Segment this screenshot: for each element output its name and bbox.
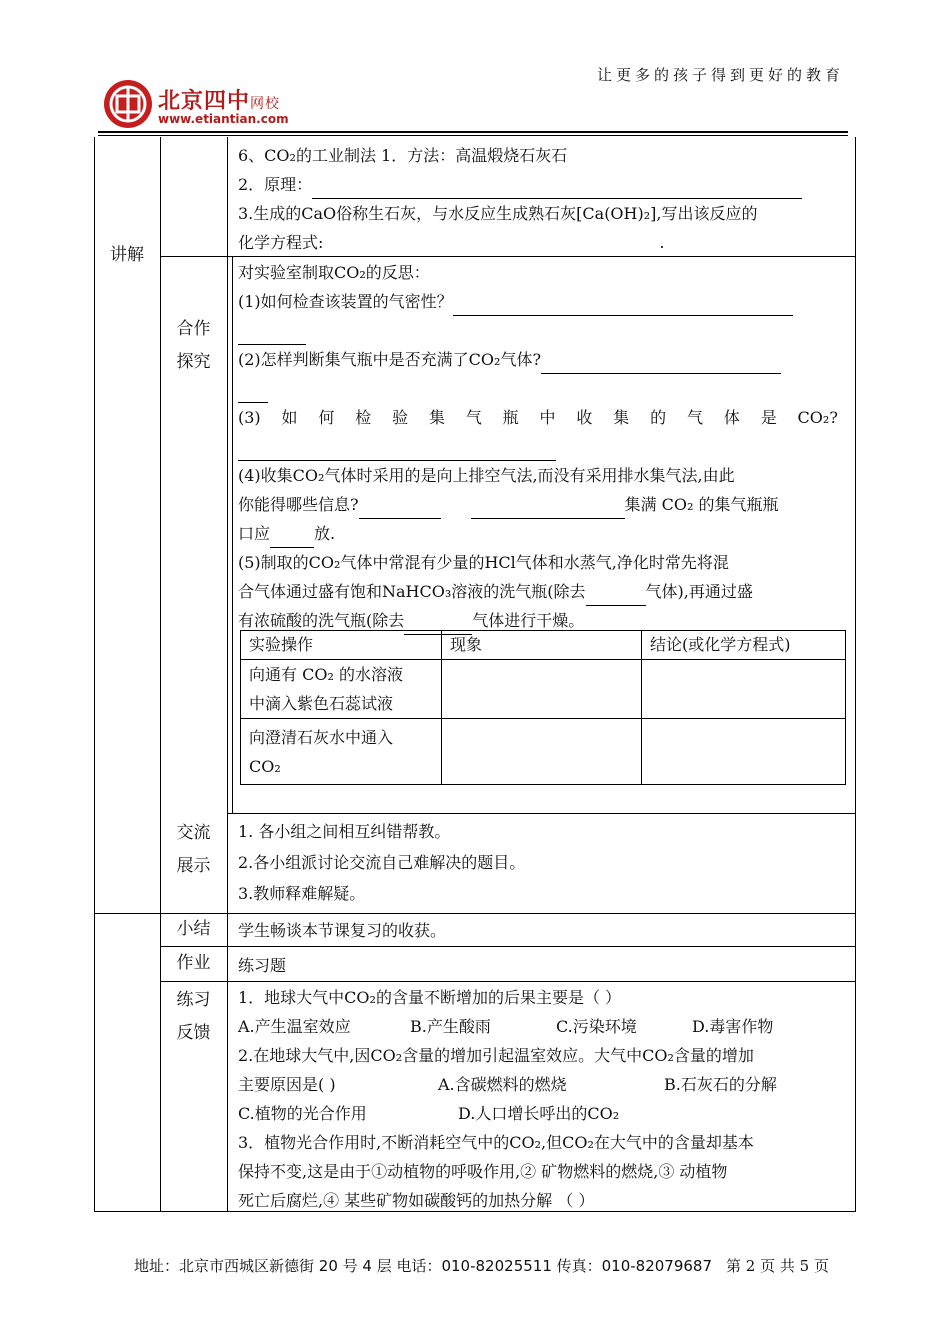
option-c: C.植物的光合作用 bbox=[238, 1104, 367, 1123]
q3-char: 气 bbox=[686, 408, 703, 427]
q1-blank[interactable] bbox=[453, 297, 793, 316]
exchange-item: 2.各小组派讨论交流自己难解决的题目。 bbox=[238, 853, 526, 872]
q3-char: 何 bbox=[318, 408, 335, 427]
label-cooperate: 合作 探究 bbox=[176, 319, 211, 372]
q1-blank-cont[interactable] bbox=[238, 326, 306, 345]
industrial-line3: 3.生成的CaO俗称生石灰，与水反应生成熟石灰[Ca(OH)₂],写出该反应的 bbox=[238, 204, 758, 223]
industrial-section bbox=[238, 141, 850, 257]
q4-blank-b[interactable] bbox=[471, 500, 625, 519]
reflection-q5-line3: 有浓硫酸的洗气瓶(除去 气体进行干燥。 bbox=[238, 606, 850, 635]
reflection-q1: (1)如何检查该装置的气密性？ bbox=[238, 287, 850, 316]
practice-section bbox=[238, 983, 850, 1215]
label-lecture: 讲解 bbox=[110, 245, 144, 265]
exchange-item: 3.教师释难解疑。 bbox=[238, 884, 366, 903]
exp-header-phenomenon: 现象 bbox=[450, 635, 483, 654]
q3-char: 是 bbox=[760, 408, 777, 427]
q3-char: 验 bbox=[392, 408, 409, 427]
option-c: C.污染环境 bbox=[556, 1017, 637, 1036]
principle-blank[interactable] bbox=[312, 180, 802, 199]
summary-text: 学生畅谈本节课复习的收获。 bbox=[238, 921, 447, 940]
logo-name: 北京四中网校 bbox=[158, 88, 281, 114]
practice-q3-line3: 死亡后腐烂,④ 某些矿物如碳酸钙的加热分解 （ ） bbox=[238, 1191, 595, 1210]
reflection-q5: (5)制取的CO₂气体中常混有少量的HCl气体和水蒸气,净化时常先将混 bbox=[238, 553, 729, 572]
q3-char: 的 bbox=[650, 408, 667, 427]
practice-q3: 3．植物光合作用时,不断消耗空气中的CO₂,但CO₂在大气中的含量却基本 bbox=[238, 1133, 754, 1152]
q3-char: 体 bbox=[723, 408, 740, 427]
exp-header-operation: 实验操作 bbox=[249, 635, 314, 654]
page-footer bbox=[134, 1255, 829, 1276]
exchange-section bbox=[238, 816, 525, 909]
q3-char: 集 bbox=[428, 408, 445, 427]
option-a: A.含碳燃料的燃烧 bbox=[438, 1075, 567, 1094]
q3-char: 收 bbox=[576, 408, 593, 427]
q3-char: (3) bbox=[238, 408, 261, 427]
q4-blank-a[interactable] bbox=[359, 500, 441, 519]
exchange-item: 1. 各小组之间相互纠错帮教。 bbox=[238, 822, 451, 841]
reflection-intro: 对实验室制取CO₂的反思： bbox=[238, 263, 430, 282]
q5-blank-a[interactable] bbox=[586, 587, 646, 606]
reflection-q3 bbox=[238, 403, 838, 432]
practice-q2-line2: 主要原因是( ) A.含碳燃料的燃烧 B.石灰石的分解 bbox=[238, 1070, 850, 1099]
reflection-q4-line3: 口应 放. bbox=[238, 519, 850, 548]
practice-q1: 1．地球大气中CO₂的含量不断增加的后果主要是（ ） bbox=[238, 988, 622, 1007]
industrial-line1: 6、CO₂的工业制法 1．方法：高温煅烧石灰石 bbox=[238, 146, 568, 165]
exp-header-conclusion: 结论(或化学方程式) bbox=[650, 635, 791, 654]
footer-address: 地址：北京市西城区新德街 20 号 4 层 电话：010-82025511 传真：010-82079687 bbox=[134, 1257, 713, 1275]
option-d: D.毒害作物 bbox=[692, 1017, 774, 1036]
page-number: 第 2 页 共 5 页 bbox=[726, 1257, 829, 1275]
q3-char: CO₂? bbox=[797, 408, 838, 427]
label-exchange: 交流 展示 bbox=[176, 823, 211, 876]
q3-char: 气 bbox=[465, 408, 482, 427]
reflection-q4-line2: 你能得哪些信息? 集满 CO₂ 的集气瓶瓶 bbox=[238, 490, 850, 519]
option-a: A.产生温室效应 bbox=[238, 1017, 351, 1036]
q2-blank-cont[interactable] bbox=[238, 384, 268, 403]
q3-char: 如 bbox=[281, 408, 298, 427]
logo-url: www.etiantian.com bbox=[158, 112, 289, 126]
option-b: B.石灰石的分解 bbox=[664, 1075, 777, 1094]
label-summary: 小结 bbox=[176, 919, 211, 939]
exp-row2-operation: 向澄清石灰水中通入 CO₂ bbox=[249, 728, 394, 776]
header-rule-thin bbox=[98, 135, 848, 136]
practice-q3-line2: 保持不变,这是由于①动植物的呼吸作用,② 矿物燃料的燃烧,③ 动植物 bbox=[238, 1162, 728, 1181]
reflection-section bbox=[238, 258, 850, 635]
q3-char: 中 bbox=[539, 408, 556, 427]
reflection-q2: (2)怎样判断集气瓶中是否充满了CO₂气体? bbox=[238, 345, 850, 374]
header-rule bbox=[98, 131, 848, 133]
practice-q2-line3 bbox=[238, 1099, 850, 1128]
reflection-q5-line2: 合气体通过盛有饱和NaHCO₃溶液的洗气瓶(除去 气体),再通过盛 bbox=[238, 577, 850, 606]
option-d: D.人口增长呼出的CO₂ bbox=[458, 1104, 620, 1123]
reflection-q4: (4)收集CO₂气体时采用的是向上排空气法,而没有采用排水集气法,由此 bbox=[238, 466, 735, 485]
q3-char: 集 bbox=[613, 408, 630, 427]
q2-blank[interactable] bbox=[541, 355, 781, 374]
q3-char: 检 bbox=[355, 408, 372, 427]
equation-blank[interactable] bbox=[323, 238, 659, 257]
q3-blank[interactable] bbox=[238, 442, 556, 461]
school-logo bbox=[104, 80, 304, 132]
label-practice: 练习 反馈 bbox=[176, 990, 211, 1043]
exp-row1-operation: 向通有 CO₂ 的水溶液 中滴入紫色石蕊试液 bbox=[249, 665, 403, 713]
homework-text: 练习题 bbox=[238, 956, 287, 975]
industrial-line2: 2．原理： bbox=[238, 170, 850, 199]
q4-blank-c[interactable] bbox=[270, 529, 314, 548]
logo-emblem-icon bbox=[104, 80, 152, 128]
option-b: B.产生酸雨 bbox=[410, 1017, 491, 1036]
practice-q1-options bbox=[238, 1012, 850, 1041]
header-slogan: 让更多的孩子得到更好的教育 bbox=[596, 66, 844, 84]
practice-q2: 2.在地球大气中,因CO₂含量的增加引起温室效应。大气中CO₂含量的增加 bbox=[238, 1046, 754, 1065]
label-homework: 作业 bbox=[176, 953, 211, 973]
q3-char: 瓶 bbox=[502, 408, 519, 427]
industrial-line4: 化学方程式: . bbox=[238, 228, 850, 257]
